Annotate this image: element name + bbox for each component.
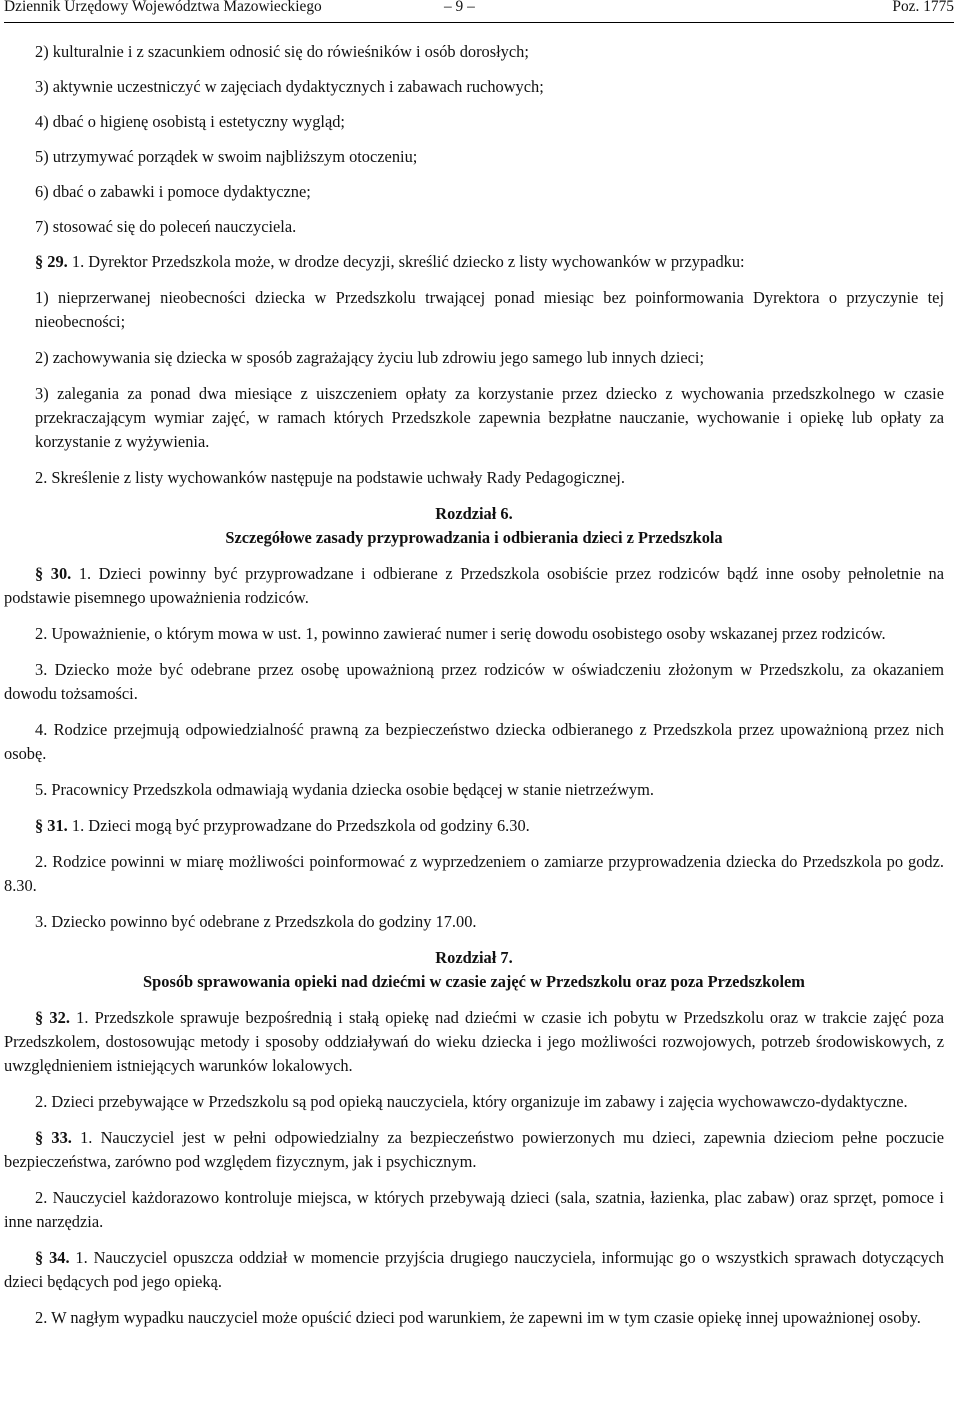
list-item: 3) zalegania za ponad dwa miesiące z uiszczeniem opłaty za korzystanie przez dziecko z wychowania przedszkolnego w czasie przekraczającym wymiar zajęć, w ramach których Przedszkole zapewnia bezpłatne nauczanie, wychowanie i opiekę lub opłaty za korzystanie z wyżywienia. — [35, 384, 944, 451]
list-item: 7) stosować się do poleceń nauczyciela. — [35, 217, 297, 236]
journal-title: Dziennik Urzędowy Województwa Mazowieckiego — [4, 0, 322, 15]
document-body — [4, 40, 944, 1342]
paragraph-text: 1. Dyrektor Przedszkola może, w drodze decyzji, skreślić dziecko z listy wychowanków w przypadku: — [67, 252, 745, 271]
chapter-title: Szczegółowe zasady przyprowadzania i odbierania dzieci z Przedszkola — [225, 528, 723, 547]
list-item: 2) kulturalnie i z szacunkiem odnosić się do rówieśników i osób dorosłych; — [35, 42, 529, 61]
paragraph-32-1 — [4, 1006, 944, 1078]
paragraph-text: 1. Nauczyciel opuszcza oddział w momencie przyjścia drugiego nauczyciela, informując go o wszystkich sprawach dotyczących dzieci będących pod jego opieką. — [4, 1248, 945, 1291]
paragraph-31-3: 3. Dziecko powinno być odebrane z Przedszkola do godziny 17.00. — [35, 912, 477, 931]
paragraph-30-2: 2. Upoważnienie, o którym mowa w ust. 1, powinno zawierać numer i serię dowodu osobistego osoby wskazanej przez rodziców. — [35, 624, 886, 643]
list-item: 1) nieprzerwanej nieobecności dziecka w Przedszkolu trwającej ponad miesiąc bez poinformowania Dyrektora o przyczynie tej nieobecności; — [35, 288, 944, 331]
paragraph-30-3: 3. Dziecko może być odebrane przez osobę upoważnioną przez rodziców w oświadczeniu złożonym w Przedszkolu, za okazaniem dowodu tożsamości. — [4, 660, 944, 703]
section-number: § 32. — [35, 1008, 70, 1027]
page-number: – 9 – — [444, 0, 475, 15]
section-number: § 34. — [35, 1248, 70, 1267]
chapter-heading — [4, 946, 944, 994]
paragraph-30-1 — [4, 562, 944, 610]
paragraph-text: 1. Dzieci powinny być przyprowadzane i odbierane z Przedszkola osobiście przez rodziców bądź inne osoby pełnoletnie na podstawie pisemnego upoważnienia rodziców. — [4, 564, 944, 607]
paragraph-29-1 — [4, 250, 944, 274]
paragraph-31-2: 2. Rodzice powinni w miarę możliwości poinformować z wyprzedzeniem o zamiarze przyprowadzenia dziecka do Przedszkola po godz. 8.30. — [4, 852, 944, 895]
list-item: 3) aktywnie uczestniczyć w zajęciach dydaktycznych i zabawach ruchowych; — [35, 77, 544, 96]
paragraph-text: 1. Dzieci mogą być przyprowadzane do Przedszkola od godziny 6.30. — [67, 816, 530, 835]
chapter-title: Sposób sprawowania opieki nad dziećmi w czasie zajęć w Przedszkolu oraz poza Przedszkolem — [143, 972, 805, 991]
paragraph-text: 1. Przedszkole sprawuje bezpośrednią i stałą opiekę nad dziećmi w czasie ich pobytu w Przedszkolu oraz w trakcie zajęć poza Przedszkolem, dostosowując metody i sposoby oddziaływań do wieku dziecka i jego możliwości rozwojowych, potrzeb środowiskowych, z uwzględnieniem istniejących warunków lokalowych. — [4, 1008, 944, 1075]
paragraph-32-2: 2. Dzieci przebywające w Przedszkolu są pod opieką nauczyciela, który organizuje im zabawy i zajęcia wychowawczo-dydaktyczne. — [35, 1092, 908, 1111]
paragraph-34-1 — [4, 1246, 944, 1294]
list-item: 2) zachowywania się dziecka w sposób zagrażający życiu lub zdrowiu jego samego lub innych dzieci; — [35, 348, 705, 367]
section-number: § 30. — [35, 564, 72, 583]
list-item: 4) dbać o higienę osobistą i estetyczny wygląd; — [35, 112, 345, 131]
list-item: 5) utrzymywać porządek w swoim najbliższym otoczeniu; — [35, 147, 418, 166]
paragraph-31-1 — [4, 814, 944, 838]
paragraph-30-5: 5. Pracownicy Przedszkola odmawiają wydania dziecka osobie będącej w stanie nietrzeźwym. — [35, 780, 654, 799]
paragraph-29-2: 2. Skreślenie z listy wychowanków następuje na podstawie uchwały Rady Pedagogicznej. — [35, 468, 625, 487]
paragraph-30-4: 4. Rodzice przejmują odpowiedzialność prawną za bezpieczeństwo dziecka odbieranego z Przedszkola przez upoważnioną przez nich osobę. — [4, 720, 944, 763]
paragraph-33-2: 2. Nauczyciel każdorazowo kontroluje miejsca, w których przebywają dzieci (sala, szatnia, łazienka, plac zabaw) oraz sprzęt, pomoce i inne narzędzia. — [4, 1188, 944, 1231]
chapter-label: Rozdział 7. — [435, 948, 513, 967]
paragraph-33-1 — [4, 1126, 944, 1174]
paragraph-text: 1. Nauczyciel jest w pełni odpowiedzialny za bezpieczeństwo powierzonych mu dzieci, zapewnia dzieciom pełne poczucie bezpieczeństwa, zarówno pod względem fizycznym, jak i psychicznym. — [4, 1128, 944, 1171]
page-header — [4, 0, 954, 23]
chapter-label: Rozdział 6. — [435, 504, 513, 523]
list-item: 6) dbać o zabawki i pomoce dydaktyczne; — [35, 182, 311, 201]
paragraph-34-2: 2. W nagłym wypadku nauczyciel może opuścić dzieci pod warunkiem, że zapewni im w tym czasie opiekę innej upoważnionej osoby. — [35, 1308, 921, 1327]
chapter-heading — [4, 502, 944, 550]
position-number: Poz. 1775 — [892, 0, 954, 15]
section-number: § 31. — [35, 816, 68, 835]
section-number: § 33. — [35, 1128, 72, 1147]
section-number: § 29. — [35, 252, 68, 271]
